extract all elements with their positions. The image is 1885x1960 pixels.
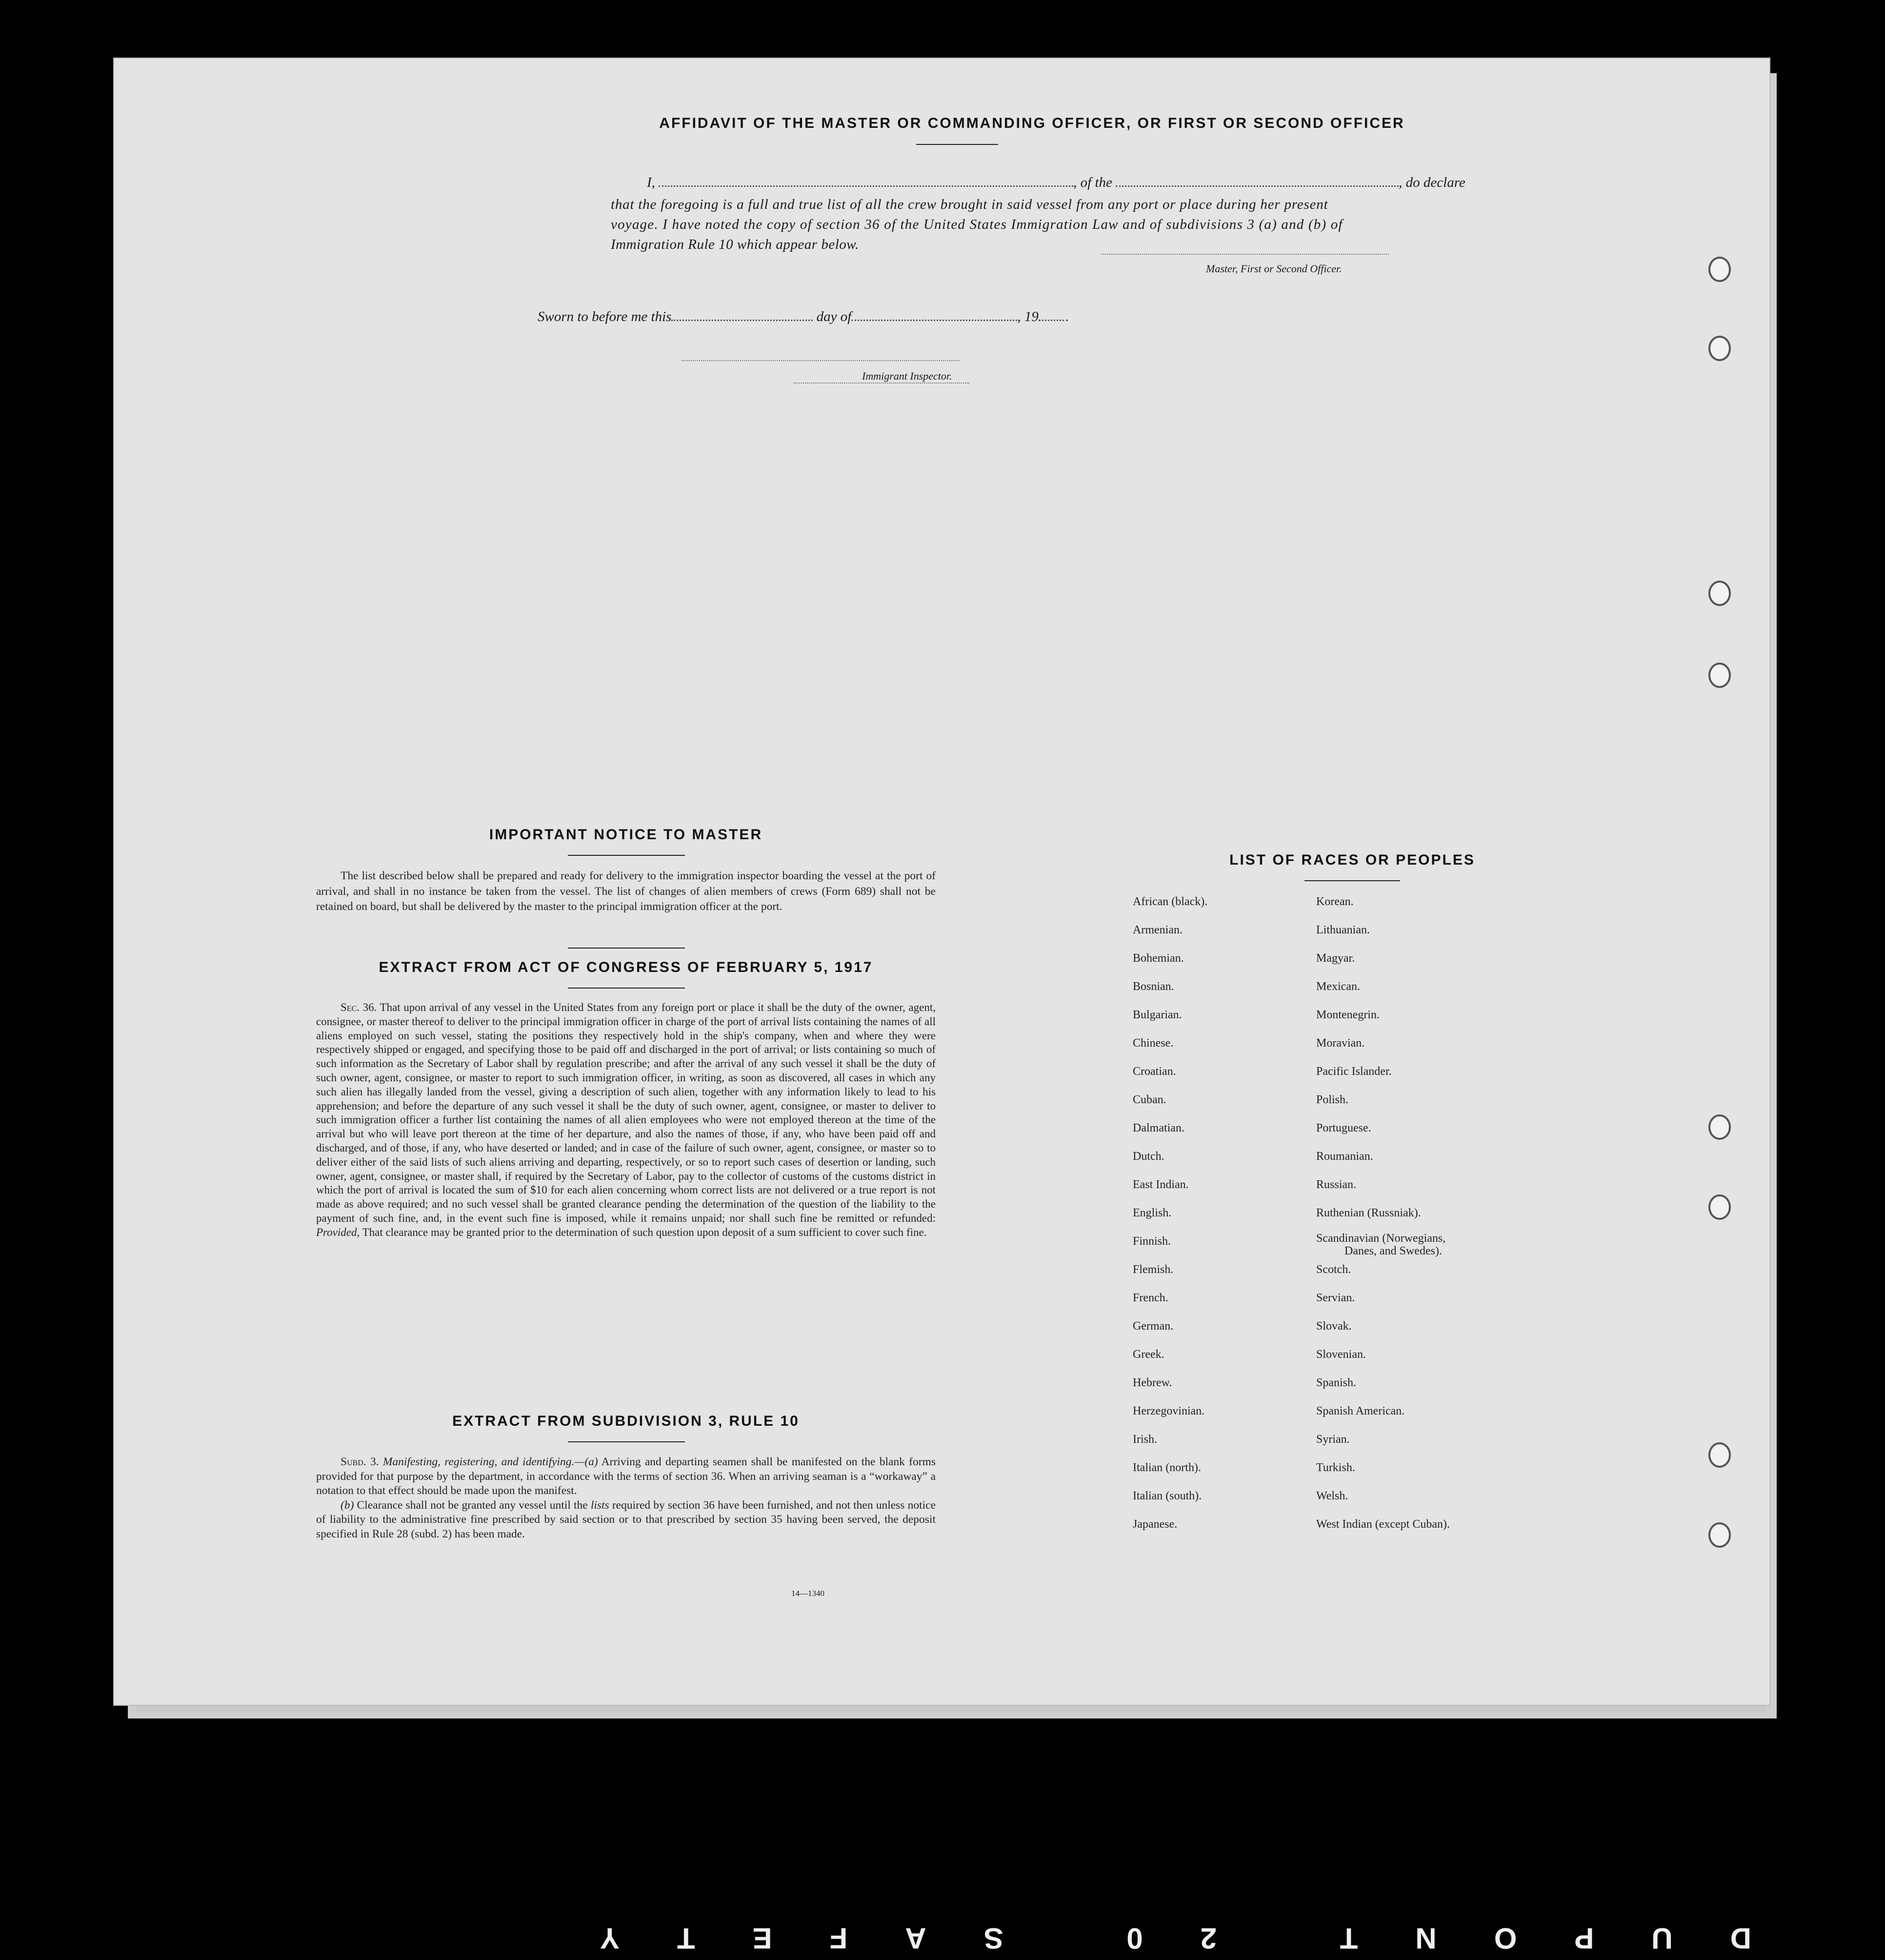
- notice-title: IMPORTANT NOTICE TO MASTER: [489, 827, 763, 843]
- race-item: Armenian.: [1133, 924, 1183, 936]
- race-item: Montenegrin.: [1316, 1009, 1380, 1021]
- race-item: Flemish.: [1133, 1263, 1174, 1276]
- affidavit-title: AFFIDAVIT OF THE MASTER OR COMMANDING OFFICER, OR FIRST OR SECOND OFFICER: [659, 115, 1405, 131]
- binder-hole: [1708, 581, 1731, 606]
- race-item: Dalmatian.: [1133, 1122, 1184, 1134]
- act-provided-text: That clearance may be granted prior to the determination of such question upon deposit of a sum sufficient to cover such fine.: [362, 1226, 927, 1238]
- sworn-text: Sworn to before me this: [538, 309, 672, 324]
- race-item: Slovak.: [1316, 1320, 1352, 1333]
- act-title-rule: [568, 988, 685, 989]
- rule-text-b-2: required by section 36 have been furnished, and not then unless notice of liability to the administrative fine prescribed by said section or to that prescribed by section 35 having been served, the deposit specified in Rule 28 (subd. 2) has been made.: [316, 1498, 936, 1540]
- sworn-year-prefix: , 19: [1017, 309, 1039, 324]
- affidavit-line-4: Immigration Rule 10 which appear below.: [611, 237, 859, 252]
- act-provided-label: Provided,: [316, 1226, 360, 1238]
- race-item: Spanish.: [1316, 1376, 1357, 1389]
- race-item: Italian (south).: [1133, 1490, 1202, 1502]
- master-signature-caption: Master, First or Second Officer.: [1206, 263, 1342, 275]
- race-item: Cuban.: [1133, 1093, 1166, 1106]
- notice-bottom-rule: [568, 948, 685, 949]
- race-item: Syrian.: [1316, 1433, 1350, 1446]
- affidavit-i: I,: [647, 175, 655, 190]
- act-title: EXTRACT FROM ACT OF CONGRESS OF FEBRUARY 5, 1917: [379, 959, 873, 975]
- sworn-year-blank[interactable]: [1039, 320, 1068, 321]
- affidavit-line-1: [535, 175, 1520, 191]
- race-item: Irish.: [1133, 1433, 1157, 1446]
- race-item: German.: [1133, 1320, 1174, 1333]
- inspector-signature-line[interactable]: [682, 360, 960, 361]
- rule-b-label: (b): [341, 1498, 354, 1512]
- binder-hole: [1708, 257, 1731, 282]
- rule-text-b-1: Clearance shall not be granted any vessel until the: [357, 1498, 588, 1512]
- race-item: African (black).: [1133, 895, 1208, 908]
- rule-text: [316, 1455, 936, 1541]
- master-signature-line[interactable]: [1101, 254, 1389, 255]
- binder-hole: [1708, 663, 1731, 688]
- act-sec-label: Sec. 36.: [341, 1001, 377, 1013]
- sworn-day-blank[interactable]: [671, 320, 813, 321]
- race-item: Herzegovinian.: [1133, 1405, 1205, 1417]
- binder-hole: [1708, 336, 1731, 361]
- form-number: 14—1340: [791, 1589, 824, 1598]
- film-edge-text: DUPONT 20 SAFETY: [542, 1922, 1751, 1955]
- race-item: Greek.: [1133, 1348, 1164, 1361]
- race-item: Slovenian.: [1316, 1348, 1366, 1361]
- race-item: Scotch.: [1316, 1263, 1351, 1276]
- binder-hole: [1708, 1114, 1731, 1140]
- notice-paragraph: The list described below shall be prepared and ready for delivery to the immigration inspector boarding the vessel at the port of arrival, and shall in no instance be taken from the vessel. The list of changes of alien members of crews (Form 689) shall not be retained on board, but shall be delivered by the master to the principal immigration officer at the port.: [316, 869, 936, 913]
- race-item: West Indian (except Cuban).: [1316, 1518, 1450, 1531]
- race-item: Magyar.: [1316, 952, 1355, 965]
- race-item: Chinese.: [1133, 1037, 1174, 1050]
- sworn-month-blank[interactable]: [851, 320, 1017, 321]
- race-item: Russian.: [1316, 1178, 1357, 1191]
- race-item: Turkish.: [1316, 1461, 1355, 1474]
- race-item: Finnish.: [1133, 1235, 1171, 1248]
- race-item: Lithuanian.: [1316, 924, 1370, 936]
- rule-text-b-lists: lists: [590, 1498, 609, 1512]
- race-item: Hebrew.: [1133, 1376, 1172, 1389]
- race-item: French.: [1133, 1292, 1168, 1304]
- race-item: Bohemian.: [1133, 952, 1184, 965]
- affidavit-title-rule: [916, 144, 998, 145]
- affidavit-declare: , do declare: [1399, 175, 1465, 190]
- binder-hole: [1708, 1442, 1731, 1468]
- affidavit-of-the: , of the: [1073, 175, 1112, 190]
- races-title-rule: [1304, 880, 1400, 881]
- act-body: That upon arrival of any vessel in the United States from any foreign port or place it shall be the duty of the owner, agent, consignee, or master thereof to deliver to the principal immigration officer in charge of the port of arrival lists containing the names of all aliens employed on such vessel, stating the positions they respectively hold in the ship's company, when and where they were respectively shipped or engaged, and specifying those to be paid off and discharged in the port of arrival; or lists containing so much of such information as the Secretary of Labor shall by regulation prescribe; and after the arrival of any such vessel it shall be the duty of such owner, agent, consignee, or master to report to such immigration officer, in writing, as soon as discovered, all cases in which any such alien has illegally landed from the vessel, giving a description of such alien, together with any information likely to lead to his apprehension; and before the departure of any such vessel it shall be the duty of such owner, agent, consignee, or master to deliver to such immigration officer a further list containing the names of all alien employees who were not employed thereon at the time of the arrival but who will leave port thereon at the time of her departure, and also the names of those, if any, who have been paid off and discharged, and of those, if any, who have deserted or landed; and in case of the failure of such owner, agent, consignee, or master so to deliver either of the said lists of such aliens arriving and departing, respectively, or so to report such cases of desertion or landing, such owner, agent, consignee, or master shall, if required by the Secretary of Labor, pay to the collector of customs of the customs district in which the port of arrival is located the sum of $10 for each alien concerning whom correct lists are not delivered or a true report is not made as above required; and no such vessel shall be granted clearance pending the determination of the question of the liability to the payment of such fine, and, in the event such fine is imposed, while it remains unpaid; nor shall such fine be remitted or refunded:: [316, 1001, 936, 1224]
- race-item: Korean.: [1316, 895, 1354, 908]
- race-item: Servian.: [1316, 1292, 1355, 1304]
- vessel-blank[interactable]: [1116, 185, 1399, 187]
- document-sheet: [113, 58, 1770, 1706]
- race-item: East Indian.: [1133, 1178, 1189, 1191]
- race-item: Bulgarian.: [1133, 1009, 1182, 1021]
- rule-text-a: Arriving and departing seamen shall be manifested on the blank forms provided for that purpose by the department, in accordance with the terms of section 36. When an arriving seaman is a “workaway” a notation to that effect should be made upon the manifest.: [316, 1455, 936, 1497]
- race-item: Polish.: [1316, 1093, 1349, 1106]
- rule-subd-label: Subd. 3.: [341, 1455, 379, 1468]
- sworn-line: [538, 309, 1068, 325]
- race-item: Roumanian.: [1316, 1150, 1373, 1163]
- binder-hole: [1708, 1194, 1731, 1220]
- rule-subd-title: Manifesting, registering, and identifying.—(a): [382, 1455, 598, 1468]
- race-item: Mexican.: [1316, 980, 1360, 993]
- notice-title-rule: [568, 855, 685, 856]
- race-item: English.: [1133, 1207, 1172, 1219]
- inspector-caption: Immigrant Inspector.: [862, 370, 952, 382]
- sworn-day-of: day of: [816, 309, 852, 324]
- name-blank[interactable]: [659, 185, 1073, 187]
- race-item: Spanish American.: [1316, 1405, 1405, 1417]
- races-right-column: [1316, 895, 1589, 1627]
- race-item: Portuguese.: [1316, 1122, 1371, 1134]
- races-title: LIST OF RACES OR PEOPLES: [1229, 852, 1475, 868]
- race-item: Bosnian.: [1133, 980, 1174, 993]
- race-item: Japanese.: [1133, 1518, 1178, 1531]
- binder-hole: [1708, 1522, 1731, 1548]
- act-text: [316, 1001, 936, 1240]
- race-item: Scandinavian (Norwegians,: [1316, 1232, 1446, 1245]
- inspector-signature-line-2[interactable]: [794, 383, 969, 384]
- affidavit-line-2: that the foregoing is a full and true list of all the crew brought in said vessel from any port or place during her present: [611, 197, 1328, 212]
- races-left-column: [1133, 895, 1328, 1627]
- affidavit-line-3: voyage. I have noted the copy of section 36 of the United States Immigration Law and of subdivisions 3 (a) and (b) of: [611, 217, 1343, 232]
- race-item: Ruthenian (Russniak).: [1316, 1207, 1421, 1219]
- race-item: Welsh.: [1316, 1490, 1348, 1502]
- race-item: Dutch.: [1133, 1150, 1164, 1163]
- race-item: Pacific Islander.: [1316, 1065, 1392, 1078]
- rule-title-rule: [568, 1441, 685, 1442]
- race-item: Moravian.: [1316, 1037, 1365, 1050]
- notice-text: [316, 869, 936, 915]
- race-item: Croatian.: [1133, 1065, 1176, 1078]
- race-item-continuation: Danes, and Swedes).: [1344, 1245, 1442, 1257]
- race-item: Italian (north).: [1133, 1461, 1201, 1474]
- rule-title: EXTRACT FROM SUBDIVISION 3, RULE 10: [452, 1413, 800, 1429]
